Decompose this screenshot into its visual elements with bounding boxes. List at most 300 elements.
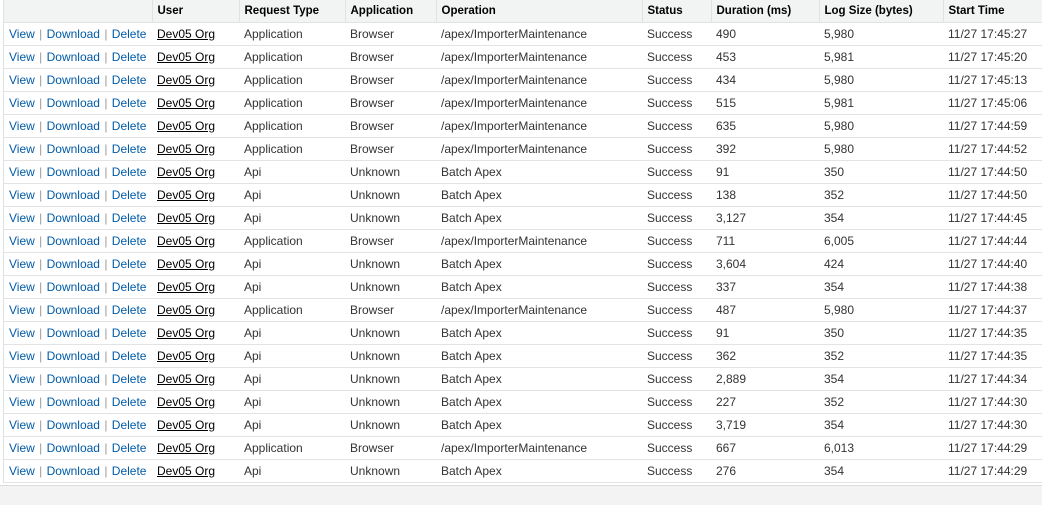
cell-status: Success: [642, 253, 711, 276]
cell-operation: /apex/ImporterMaintenance: [436, 46, 642, 69]
user-link[interactable]: Dev05 Org: [157, 234, 216, 248]
cell-operation: /apex/ImporterMaintenance: [436, 115, 642, 138]
download-link[interactable]: Download: [46, 464, 100, 478]
action-separator: |: [104, 257, 108, 271]
cell-log-size: 352: [819, 391, 943, 414]
delete-link[interactable]: Delete: [111, 165, 147, 179]
delete-link[interactable]: Delete: [111, 257, 147, 271]
view-link[interactable]: View: [9, 73, 35, 87]
cell-application: Browser: [345, 23, 436, 46]
cell-application: Unknown: [345, 253, 436, 276]
cell-user: [152, 414, 239, 437]
cell-request-type: Application: [239, 69, 345, 92]
user-link[interactable]: Dev05 Org: [157, 326, 216, 340]
table-row: [4, 322, 1042, 345]
user-link[interactable]: Dev05 Org: [157, 211, 216, 225]
user-link[interactable]: Dev05 Org: [157, 395, 216, 409]
row-actions: [4, 299, 152, 322]
action-separator: |: [104, 27, 108, 41]
row-actions: [4, 230, 152, 253]
view-link[interactable]: View: [9, 165, 35, 179]
view-link[interactable]: View: [9, 303, 35, 317]
column-header-duration[interactable]: Duration (ms): [711, 0, 819, 23]
action-separator: |: [39, 257, 43, 271]
cell-request-type: Application: [239, 46, 345, 69]
action-separator: |: [39, 418, 43, 432]
table-row: [4, 299, 1042, 322]
cell-operation: /apex/ImporterMaintenance: [436, 138, 642, 161]
cell-status: Success: [642, 92, 711, 115]
cell-application: Browser: [345, 69, 436, 92]
cell-request-type: Application: [239, 23, 345, 46]
action-separator: |: [104, 303, 108, 317]
cell-status: Success: [642, 138, 711, 161]
table-row: [4, 230, 1042, 253]
cell-start-time: 11/27 17:44:38: [943, 276, 1042, 299]
cell-user: [152, 276, 239, 299]
table-row: [4, 276, 1042, 299]
row-actions: [4, 368, 152, 391]
cell-start-time: 11/27 17:44:37: [943, 299, 1042, 322]
download-link[interactable]: Download: [46, 96, 100, 110]
view-link[interactable]: View: [9, 395, 35, 409]
delete-link[interactable]: Delete: [111, 441, 147, 455]
cell-duration: 91: [711, 322, 819, 345]
table-row: [4, 345, 1042, 368]
cell-log-size: 350: [819, 161, 943, 184]
cell-log-size: 6,005: [819, 230, 943, 253]
cell-duration: 392: [711, 138, 819, 161]
cell-log-size: 6,013: [819, 437, 943, 460]
action-separator: |: [104, 234, 108, 248]
cell-status: Success: [642, 161, 711, 184]
download-link[interactable]: Download: [46, 50, 100, 64]
cell-user: [152, 345, 239, 368]
cell-operation: /apex/ImporterMaintenance: [436, 299, 642, 322]
cell-status: Success: [642, 276, 711, 299]
cell-application: Unknown: [345, 391, 436, 414]
cell-duration: 453: [711, 46, 819, 69]
table-header-row: [4, 0, 1042, 23]
cell-start-time: 11/27 17:45:20: [943, 46, 1042, 69]
cell-user: [152, 23, 239, 46]
action-separator: |: [104, 96, 108, 110]
column-header-log-size[interactable]: Log Size (bytes): [819, 0, 943, 23]
cell-application: Unknown: [345, 276, 436, 299]
cell-log-size: 350: [819, 322, 943, 345]
cell-user: [152, 322, 239, 345]
cell-request-type: Application: [239, 230, 345, 253]
cell-duration: 91: [711, 161, 819, 184]
action-separator: |: [104, 464, 108, 478]
action-separator: |: [104, 418, 108, 432]
view-link[interactable]: View: [9, 211, 35, 225]
cell-status: Success: [642, 460, 711, 483]
cell-operation: /apex/ImporterMaintenance: [436, 69, 642, 92]
cell-start-time: 11/27 17:44:29: [943, 437, 1042, 460]
cell-user: [152, 299, 239, 322]
user-link[interactable]: Dev05 Org: [157, 372, 216, 386]
cell-application: Unknown: [345, 460, 436, 483]
cell-operation: Batch Apex: [436, 460, 642, 483]
view-link[interactable]: View: [9, 27, 35, 41]
download-link[interactable]: Download: [46, 119, 100, 133]
cell-operation: /apex/ImporterMaintenance: [436, 230, 642, 253]
download-link[interactable]: Download: [46, 280, 100, 294]
delete-link[interactable]: Delete: [111, 234, 147, 248]
action-separator: |: [104, 73, 108, 87]
delete-link[interactable]: Delete: [111, 119, 147, 133]
cell-operation: Batch Apex: [436, 184, 642, 207]
cell-log-size: 5,980: [819, 23, 943, 46]
cell-application: Browser: [345, 230, 436, 253]
cell-duration: 487: [711, 299, 819, 322]
cell-log-size: 354: [819, 207, 943, 230]
cell-start-time: 11/27 17:44:30: [943, 414, 1042, 437]
download-link[interactable]: Download: [46, 303, 100, 317]
cell-log-size: 354: [819, 460, 943, 483]
row-actions: [4, 460, 152, 483]
column-header-user[interactable]: User: [152, 0, 239, 23]
action-separator: |: [39, 395, 43, 409]
cell-status: Success: [642, 299, 711, 322]
cell-request-type: Api: [239, 345, 345, 368]
cell-user: [152, 115, 239, 138]
download-link[interactable]: Download: [46, 234, 100, 248]
table-row: [4, 207, 1042, 230]
action-separator: |: [39, 165, 43, 179]
cell-request-type: Application: [239, 299, 345, 322]
action-separator: |: [39, 280, 43, 294]
row-actions: [4, 207, 152, 230]
view-link[interactable]: View: [9, 441, 35, 455]
delete-link[interactable]: Delete: [111, 50, 147, 64]
cell-operation: Batch Apex: [436, 345, 642, 368]
cell-operation: Batch Apex: [436, 253, 642, 276]
download-link[interactable]: Download: [46, 257, 100, 271]
action-separator: |: [39, 441, 43, 455]
cell-start-time: 11/27 17:45:27: [943, 23, 1042, 46]
user-link[interactable]: Dev05 Org: [157, 257, 216, 271]
cell-request-type: Api: [239, 207, 345, 230]
action-separator: |: [104, 441, 108, 455]
row-actions: [4, 161, 152, 184]
cell-user: [152, 460, 239, 483]
cell-log-size: 5,981: [819, 46, 943, 69]
cell-application: Browser: [345, 437, 436, 460]
table-row: [4, 253, 1042, 276]
cell-status: Success: [642, 322, 711, 345]
user-link[interactable]: Dev05 Org: [157, 96, 216, 110]
cell-log-size: 354: [819, 276, 943, 299]
row-actions: [4, 115, 152, 138]
cell-application: Unknown: [345, 345, 436, 368]
table-row: [4, 138, 1042, 161]
cell-operation: Batch Apex: [436, 414, 642, 437]
delete-link[interactable]: Delete: [111, 211, 147, 225]
action-separator: |: [39, 119, 43, 133]
column-header-application[interactable]: Application: [345, 0, 436, 23]
delete-link[interactable]: Delete: [111, 372, 147, 386]
cell-request-type: Api: [239, 322, 345, 345]
cell-log-size: 352: [819, 345, 943, 368]
cell-duration: 2,889: [711, 368, 819, 391]
cell-status: Success: [642, 391, 711, 414]
column-header-start-time[interactable]: Start Time: [943, 0, 1042, 23]
download-link[interactable]: Download: [46, 188, 100, 202]
column-header-operation[interactable]: Operation: [436, 0, 642, 23]
delete-link[interactable]: Delete: [111, 188, 147, 202]
user-link[interactable]: Dev05 Org: [157, 165, 216, 179]
cell-request-type: Api: [239, 460, 345, 483]
cell-application: Unknown: [345, 161, 436, 184]
cell-status: Success: [642, 46, 711, 69]
row-actions: [4, 46, 152, 69]
download-link[interactable]: Download: [46, 142, 100, 156]
cell-duration: 227: [711, 391, 819, 414]
row-actions: [4, 276, 152, 299]
cell-start-time: 11/27 17:44:50: [943, 161, 1042, 184]
cell-start-time: 11/27 17:44:29: [943, 460, 1042, 483]
table-row: [4, 414, 1042, 437]
row-actions: [4, 345, 152, 368]
cell-start-time: 11/27 17:45:13: [943, 69, 1042, 92]
action-separator: |: [104, 280, 108, 294]
cell-request-type: Api: [239, 414, 345, 437]
row-actions: [4, 253, 152, 276]
cell-request-type: Application: [239, 437, 345, 460]
user-link[interactable]: Dev05 Org: [157, 280, 216, 294]
delete-link[interactable]: Delete: [111, 280, 147, 294]
cell-operation: /apex/ImporterMaintenance: [436, 23, 642, 46]
cell-start-time: 11/27 17:44:35: [943, 345, 1042, 368]
table-row: [4, 391, 1042, 414]
table-row: [4, 437, 1042, 460]
view-link[interactable]: View: [9, 142, 35, 156]
action-separator: |: [39, 464, 43, 478]
view-link[interactable]: View: [9, 280, 35, 294]
cell-user: [152, 138, 239, 161]
view-link[interactable]: View: [9, 326, 35, 340]
cell-user: [152, 207, 239, 230]
action-separator: |: [39, 73, 43, 87]
cell-status: Success: [642, 345, 711, 368]
view-link[interactable]: View: [9, 188, 35, 202]
cell-user: [152, 161, 239, 184]
action-separator: |: [39, 372, 43, 386]
delete-link[interactable]: Delete: [111, 96, 147, 110]
cell-operation: /apex/ImporterMaintenance: [436, 92, 642, 115]
cell-duration: 138: [711, 184, 819, 207]
cell-application: Browser: [345, 115, 436, 138]
download-link[interactable]: Download: [46, 165, 100, 179]
table-row: [4, 368, 1042, 391]
download-link[interactable]: Download: [46, 326, 100, 340]
user-link[interactable]: Dev05 Org: [157, 418, 216, 432]
action-separator: |: [39, 188, 43, 202]
delete-link[interactable]: Delete: [111, 349, 147, 363]
cell-status: Success: [642, 207, 711, 230]
delete-link[interactable]: Delete: [111, 418, 147, 432]
cell-start-time: 11/27 17:44:40: [943, 253, 1042, 276]
action-separator: |: [39, 96, 43, 110]
cell-duration: 3,604: [711, 253, 819, 276]
cell-user: [152, 391, 239, 414]
cell-duration: 515: [711, 92, 819, 115]
cell-duration: 667: [711, 437, 819, 460]
cell-application: Unknown: [345, 184, 436, 207]
cell-start-time: 11/27 17:44:35: [943, 322, 1042, 345]
view-link[interactable]: View: [9, 234, 35, 248]
cell-user: [152, 253, 239, 276]
table-row: [4, 115, 1042, 138]
cell-user: [152, 46, 239, 69]
cell-operation: /apex/ImporterMaintenance: [436, 437, 642, 460]
action-separator: |: [39, 142, 43, 156]
view-link[interactable]: View: [9, 418, 35, 432]
cell-duration: 635: [711, 115, 819, 138]
view-link[interactable]: View: [9, 372, 35, 386]
cell-log-size: 5,980: [819, 299, 943, 322]
cell-log-size: 424: [819, 253, 943, 276]
action-separator: |: [104, 349, 108, 363]
cell-operation: Batch Apex: [436, 161, 642, 184]
row-actions: [4, 138, 152, 161]
download-link[interactable]: Download: [46, 395, 100, 409]
user-link[interactable]: Dev05 Org: [157, 188, 216, 202]
download-link[interactable]: Download: [46, 27, 100, 41]
table-row: [4, 460, 1042, 483]
cell-duration: 711: [711, 230, 819, 253]
view-link[interactable]: View: [9, 464, 35, 478]
user-link[interactable]: Dev05 Org: [157, 349, 216, 363]
delete-link[interactable]: Delete: [111, 464, 147, 478]
table-body: [4, 23, 1042, 483]
cell-application: Unknown: [345, 414, 436, 437]
cell-start-time: 11/27 17:44:44: [943, 230, 1042, 253]
user-link[interactable]: Dev05 Org: [157, 27, 216, 41]
cell-operation: Batch Apex: [436, 276, 642, 299]
cell-application: Unknown: [345, 368, 436, 391]
cell-request-type: Application: [239, 138, 345, 161]
row-actions: [4, 69, 152, 92]
cell-status: Success: [642, 184, 711, 207]
cell-log-size: 354: [819, 368, 943, 391]
cell-request-type: Api: [239, 184, 345, 207]
cell-request-type: Api: [239, 276, 345, 299]
user-link[interactable]: Dev05 Org: [157, 50, 216, 64]
cell-duration: 276: [711, 460, 819, 483]
cell-start-time: 11/27 17:44:50: [943, 184, 1042, 207]
download-link[interactable]: Download: [46, 441, 100, 455]
cell-log-size: 352: [819, 184, 943, 207]
cell-status: Success: [642, 230, 711, 253]
download-link[interactable]: Download: [46, 418, 100, 432]
cell-request-type: Api: [239, 368, 345, 391]
footer-bar: [0, 485, 1042, 505]
table-row: [4, 46, 1042, 69]
view-link[interactable]: View: [9, 50, 35, 64]
cell-operation: Batch Apex: [436, 391, 642, 414]
cell-start-time: 11/27 17:44:45: [943, 207, 1042, 230]
table-row: [4, 161, 1042, 184]
user-link[interactable]: Dev05 Org: [157, 441, 216, 455]
user-link[interactable]: Dev05 Org: [157, 303, 216, 317]
cell-user: [152, 368, 239, 391]
cell-application: Unknown: [345, 207, 436, 230]
cell-user: [152, 230, 239, 253]
cell-duration: 434: [711, 69, 819, 92]
cell-request-type: Application: [239, 92, 345, 115]
user-link[interactable]: Dev05 Org: [157, 142, 216, 156]
action-separator: |: [104, 50, 108, 64]
delete-link[interactable]: Delete: [111, 326, 147, 340]
view-link[interactable]: View: [9, 257, 35, 271]
cell-status: Success: [642, 414, 711, 437]
user-link[interactable]: Dev05 Org: [157, 119, 216, 133]
row-actions: [4, 437, 152, 460]
row-actions: [4, 92, 152, 115]
delete-link[interactable]: Delete: [111, 73, 147, 87]
cell-log-size: 354: [819, 414, 943, 437]
delete-link[interactable]: Delete: [111, 142, 147, 156]
cell-operation: Batch Apex: [436, 207, 642, 230]
cell-status: Success: [642, 69, 711, 92]
view-link[interactable]: View: [9, 349, 35, 363]
table-row: [4, 69, 1042, 92]
cell-start-time: 11/27 17:44:30: [943, 391, 1042, 414]
action-separator: |: [104, 211, 108, 225]
cell-request-type: Api: [239, 161, 345, 184]
action-separator: |: [39, 303, 43, 317]
row-actions: [4, 322, 152, 345]
action-separator: |: [39, 50, 43, 64]
download-link[interactable]: Download: [46, 349, 100, 363]
column-header-status[interactable]: Status: [642, 0, 711, 23]
download-link[interactable]: Download: [46, 211, 100, 225]
delete-link[interactable]: Delete: [111, 395, 147, 409]
cell-application: Unknown: [345, 322, 436, 345]
cell-log-size: 5,980: [819, 115, 943, 138]
cell-status: Success: [642, 115, 711, 138]
delete-link[interactable]: Delete: [111, 27, 147, 41]
cell-log-size: 5,980: [819, 69, 943, 92]
row-actions: [4, 414, 152, 437]
user-link[interactable]: Dev05 Org: [157, 464, 216, 478]
action-separator: |: [39, 211, 43, 225]
cell-application: Browser: [345, 92, 436, 115]
delete-link[interactable]: Delete: [111, 303, 147, 317]
action-separator: |: [39, 234, 43, 248]
action-separator: |: [104, 165, 108, 179]
cell-request-type: Application: [239, 115, 345, 138]
cell-user: [152, 184, 239, 207]
debug-log-table: [4, 0, 1042, 483]
cell-application: Browser: [345, 46, 436, 69]
row-actions: [4, 23, 152, 46]
view-link[interactable]: View: [9, 96, 35, 110]
download-link[interactable]: Download: [46, 372, 100, 386]
download-link[interactable]: Download: [46, 73, 100, 87]
cell-user: [152, 69, 239, 92]
cell-user: [152, 437, 239, 460]
action-separator: |: [104, 395, 108, 409]
column-header-request-type[interactable]: Request Type: [239, 0, 345, 23]
user-link[interactable]: Dev05 Org: [157, 73, 216, 87]
view-link[interactable]: View: [9, 119, 35, 133]
cell-start-time: 11/27 17:45:06: [943, 92, 1042, 115]
action-separator: |: [104, 119, 108, 133]
